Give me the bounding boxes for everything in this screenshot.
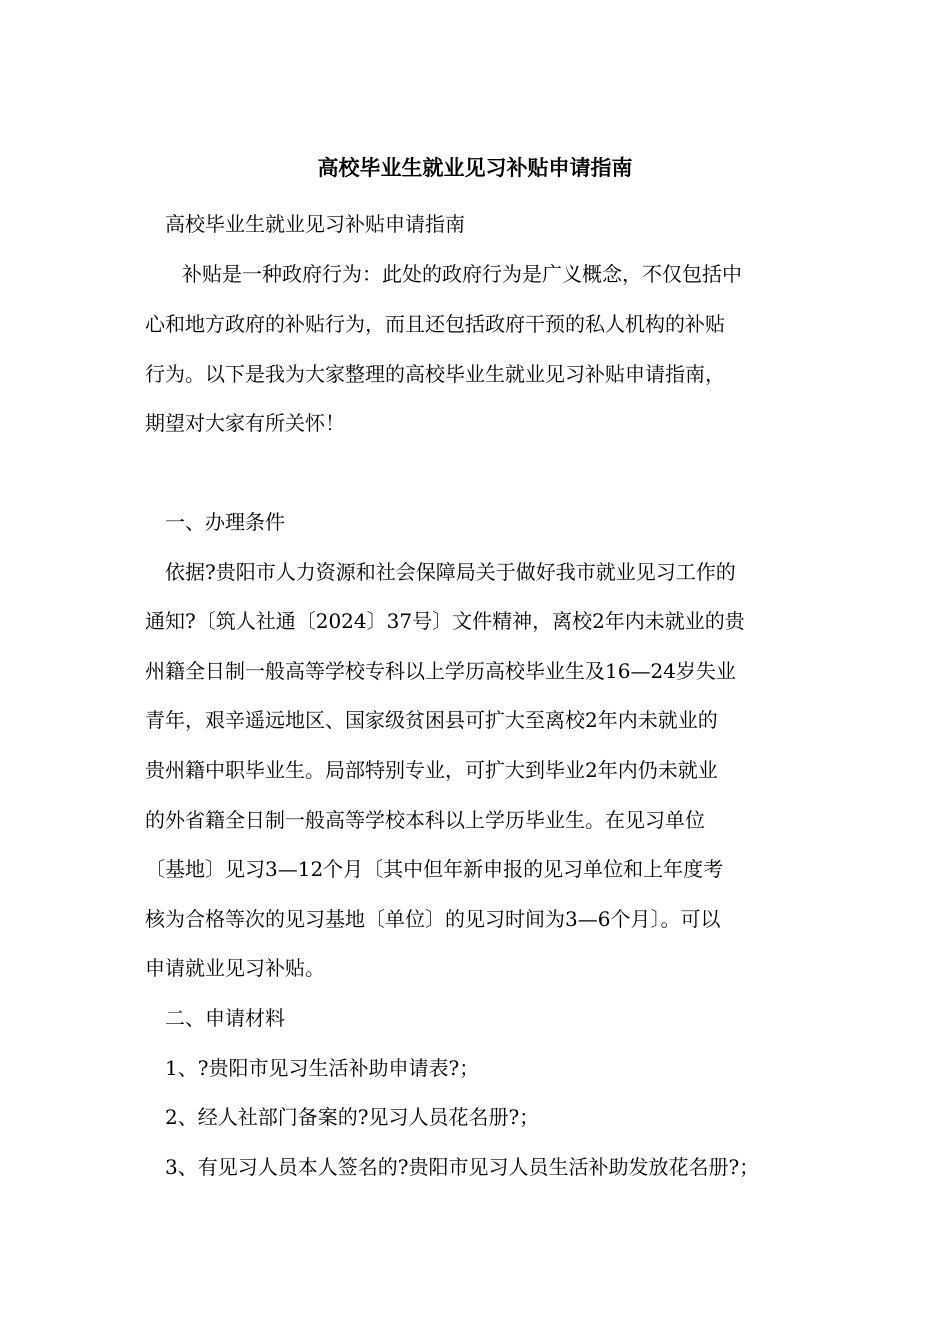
section1-line-4: 青年，艰辛遥远地区、国家级贫困县可扩大至离校2年内未就业的 — [145, 708, 718, 732]
section2-heading: 二、申请材料 — [165, 1006, 285, 1030]
section1-line-7: 〔基地〕见习3—12个月〔其中但年新申报的见习单位和上年度考 — [145, 857, 724, 881]
material-item-1: 1、?贵阳市见习生活补助申请表?； — [165, 1056, 480, 1080]
section1-line-8: 核为合格等次的见习基地〔单位〕的见习时间为3—6个月〕。可以 — [145, 907, 721, 931]
section1-line-2: 通知?〔筑人社通〔2024〕37号〕文件精神，离校2年内未就业的贵 — [145, 609, 745, 633]
section1-line-5: 贵州籍中职毕业生。局部特别专业，可扩大到毕业2年内仍未就业 — [145, 758, 718, 782]
section1-line-1: 依据?贵阳市人力资源和社会保障局关于做好我市就业见习工作的 — [165, 560, 736, 584]
intro-line-4: 期望对大家有所关怀！ — [145, 411, 345, 435]
intro-line-1: 补贴是一种政府行为：此处的政府行为是广义概念，不仅包括中 — [182, 262, 742, 286]
document-subtitle: 高校毕业生就业见习补贴申请指南 — [165, 212, 465, 236]
document-title: 高校毕业生就业见习补贴申请指南 — [317, 155, 633, 180]
material-item-2: 2、经人社部门备案的?见习人员花名册?； — [165, 1105, 540, 1129]
section1-heading: 一、办理条件 — [165, 510, 285, 534]
section1-line-6: 的外省籍全日制一般高等学校本科以上学历毕业生。在见习单位 — [145, 808, 705, 832]
section1-line-3: 州籍全日制一般高等学校专科以上学历高校毕业生及16—24岁失业 — [145, 659, 736, 683]
section1-line-9: 申请就业见习补贴。 — [145, 956, 325, 980]
intro-line-2: 心和地方政府的补贴行为，而且还包括政府干预的私人机构的补贴 — [145, 312, 725, 336]
material-item-3: 3、有见习人员本人签名的?贵阳市见习人员生活补助发放花名册?； — [165, 1155, 760, 1179]
intro-line-3: 行为。以下是我为大家整理的高校毕业生就业见习补贴申请指南， — [145, 362, 725, 386]
